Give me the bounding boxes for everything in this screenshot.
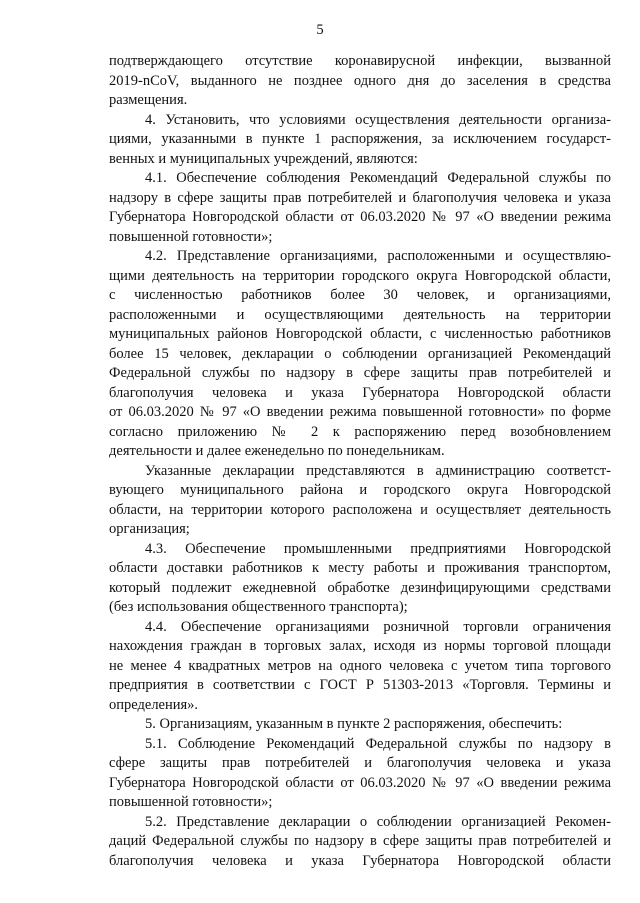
text-line: благополучия человека и указа Губернатора Новгородской области bbox=[109, 852, 611, 869]
text-line: Губернатора Новгородской области от 06.03.2020 № 97 «О введении режима bbox=[109, 209, 611, 225]
text-line: 4. Установить, что условиями осуществления деятельности организа- bbox=[145, 111, 611, 128]
text-line: Федеральной службы по надзору в сфере защиты прав потребителей и bbox=[109, 365, 611, 381]
text-line: 5. Организациям, указанным в пункте 2 распоряжения, обеспечить: bbox=[145, 716, 563, 732]
text-line: муниципальных районов Новгородской области, с численностью работников bbox=[109, 326, 611, 342]
text-line: циями, указанными в пункте 1 распоряжения, за исключением государст- bbox=[109, 131, 611, 147]
page-number: 5 bbox=[316, 22, 324, 38]
text-line: более 15 человек, декларации о соблюдении организацией Рекомендаций bbox=[109, 345, 611, 362]
text-line: повышенной готовности»; bbox=[109, 228, 273, 245]
text-line: который подлежит ежедневной обработке дезинфицирующими средствами bbox=[109, 579, 611, 596]
text-line: расположенными и осуществляющими деятельность на территории bbox=[109, 306, 611, 323]
text-line: определения». bbox=[109, 696, 199, 713]
text-line: венных и муниципальных учреждений, являются: bbox=[109, 150, 418, 167]
text-line: Губернатора Новгородской области от 06.03.2020 № 97 «О введении режима bbox=[109, 774, 611, 791]
text-line: 5.1. Соблюдение Рекомендаций Федеральной службы по надзору в bbox=[145, 735, 611, 752]
text-line: сфере защиты прав потребителей и благополучия человека и указа bbox=[109, 755, 611, 771]
text-line: 5.2. Представление декларации о соблюдении организацией Рекомен- bbox=[145, 813, 611, 830]
text-line: (без использования общественного транспорта); bbox=[109, 599, 408, 615]
text-line: от 06.03.2020 № 97 «О введении режима повышенной готовности» по форме bbox=[109, 404, 611, 420]
text-line: 4.3. Обеспечение промышленными предприятиями Новгородской bbox=[145, 540, 611, 557]
text-line: области, на территории которого расположена и осуществляет деятельность bbox=[109, 501, 611, 518]
text-line: деятельности и далее еженедельно по понедельникам. bbox=[109, 443, 445, 459]
text-line: 4.4. Обеспечение организациями розничной торговли ограничения bbox=[145, 618, 611, 635]
text-line: нахождения граждан в торговых залах, исходя из нормы торговой площади bbox=[109, 638, 611, 654]
document-body bbox=[109, 52, 611, 871]
text-line: даций Федеральной службы по надзору в сфере защиты прав потребителей и bbox=[109, 833, 611, 849]
text-line: согласно приложению № 2 к распоряжению перед возобновлением bbox=[109, 423, 611, 440]
text-line: повышенной готовности»; bbox=[109, 794, 273, 810]
text-line: 4.2. Представление организациями, расположенными и осуществляю- bbox=[145, 248, 611, 264]
text-line: 2019-nCoV, выданного не позднее одного дня до заселения в средства bbox=[109, 72, 611, 89]
text-line: Указанные декларации представляются в администрацию соответст- bbox=[145, 462, 611, 479]
text-line: подтверждающего отсутствие коронавирусной инфекции, вызванной bbox=[109, 53, 611, 69]
text-line: области доставки работников к месту работы и проживания транспортом, bbox=[109, 560, 611, 576]
text-line: щими деятельность на территории городского округа Новгородской области, bbox=[109, 267, 611, 284]
text-line: надзору в сфере защиты прав потребителей и благополучия человека и указа bbox=[109, 189, 611, 206]
text-line: размещения. bbox=[109, 92, 188, 108]
text-line: не менее 4 квадратных метров на одного человека с учетом типа торгового bbox=[109, 657, 611, 674]
text-line: предприятия в соответствии с ГОСТ Р 51303-2013 «Торговля. Термины и bbox=[109, 677, 611, 693]
text-line: организация; bbox=[109, 521, 190, 537]
text-line: с численностью работников более 30 человек, и организациями, bbox=[109, 287, 611, 303]
text-line: вующего муниципального района и городского округа Новгородской bbox=[109, 482, 611, 498]
text-line: 4.1. Обеспечение соблюдения Рекомендаций Федеральной службы по bbox=[145, 170, 611, 186]
text-line: благополучия человека и указа Губернатора Новгородской области bbox=[109, 384, 611, 401]
